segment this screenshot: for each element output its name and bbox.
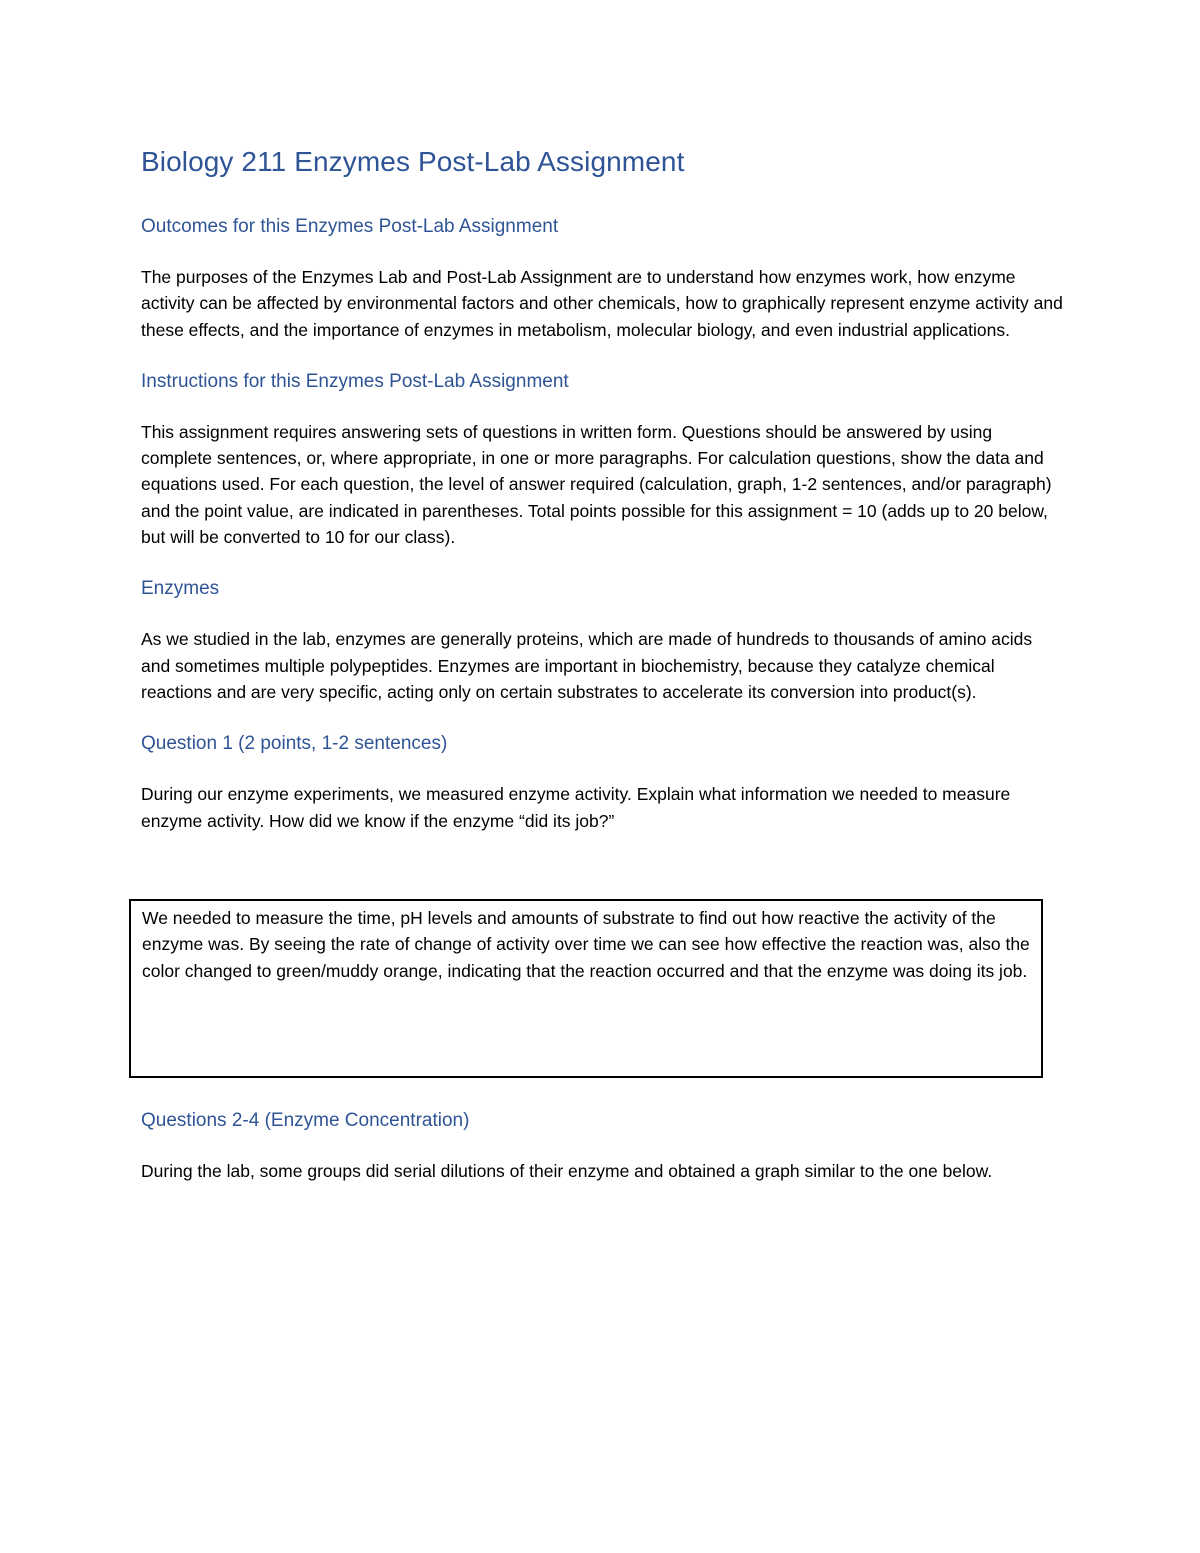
document-page — [141, 140, 1066, 834]
document-title: Biology 211 Enzymes Post-Lab Assignment — [141, 146, 685, 177]
question1-heading: Question 1 (2 points, 1-2 sentences) — [141, 733, 448, 755]
question1-answer-text: We needed to measure the time, pH levels and amounts of substrate to find out how reactive the activity of the enzyme was. By seeing the rate of change of activity over time we can see how effective the reaction was, also the color changed to green/muddy orange, indicating that the reaction occurred and that the enzyme was doing its job. — [142, 908, 1030, 981]
instructions-heading: Instructions for this Enzymes Post-Lab Assignment — [141, 370, 569, 392]
outcomes-heading: Outcomes for this Enzymes Post-Lab Assignment — [141, 216, 559, 237]
question1-answer-box[interactable] — [129, 899, 1043, 1078]
questions2to4-paragraph: During the lab, some groups did serial dilutions of their enzyme and obtained a graph similar to the one below. — [141, 1161, 993, 1181]
instructions-paragraph: This assignment requires answering sets of questions in written form. Questions should be answered by using complete sentences, or, where appropriate, in one or more paragraphs. For calculation questions, show the data and equations used. For each question, the level of answer required (calculation, graph, 1-2 sentences, and/or paragraph) and the point value, are indicated in parentheses. Total points possible for this assignment = 10 (adds up to 20 below, but will be converted to 10 for our class). — [141, 421, 1052, 548]
outcomes-paragraph: The purposes of the Enzymes Lab and Post-Lab Assignment are to understand how enzymes work, how enzyme activity can be affected by environmental factors and other chemicals, how to graphically represent enzyme activity and these effects, and the importance of enzymes in metabolism, molecular biology, and even industrial applications. — [141, 267, 1063, 340]
enzymes-paragraph: As we studied in the lab, enzymes are generally proteins, which are made of hundreds to thousands of amino acids and sometimes multiple polypeptides. Enzymes are important in biochemistry, because they catalyze chemical reactions and are very specific, acting only on certain substrates to accelerate its conversion into product(s). — [141, 629, 1033, 702]
question1-prompt: During our enzyme experiments, we measured enzyme activity. Explain what information we needed to measure enzyme activity. How did we know if the enzyme “did its job?” — [141, 784, 1011, 831]
enzymes-heading: Enzymes — [141, 578, 220, 600]
questions2to4-heading: Questions 2-4 (Enzyme Concentration) — [141, 1110, 470, 1131]
document-page-lower — [141, 1106, 1066, 1184]
